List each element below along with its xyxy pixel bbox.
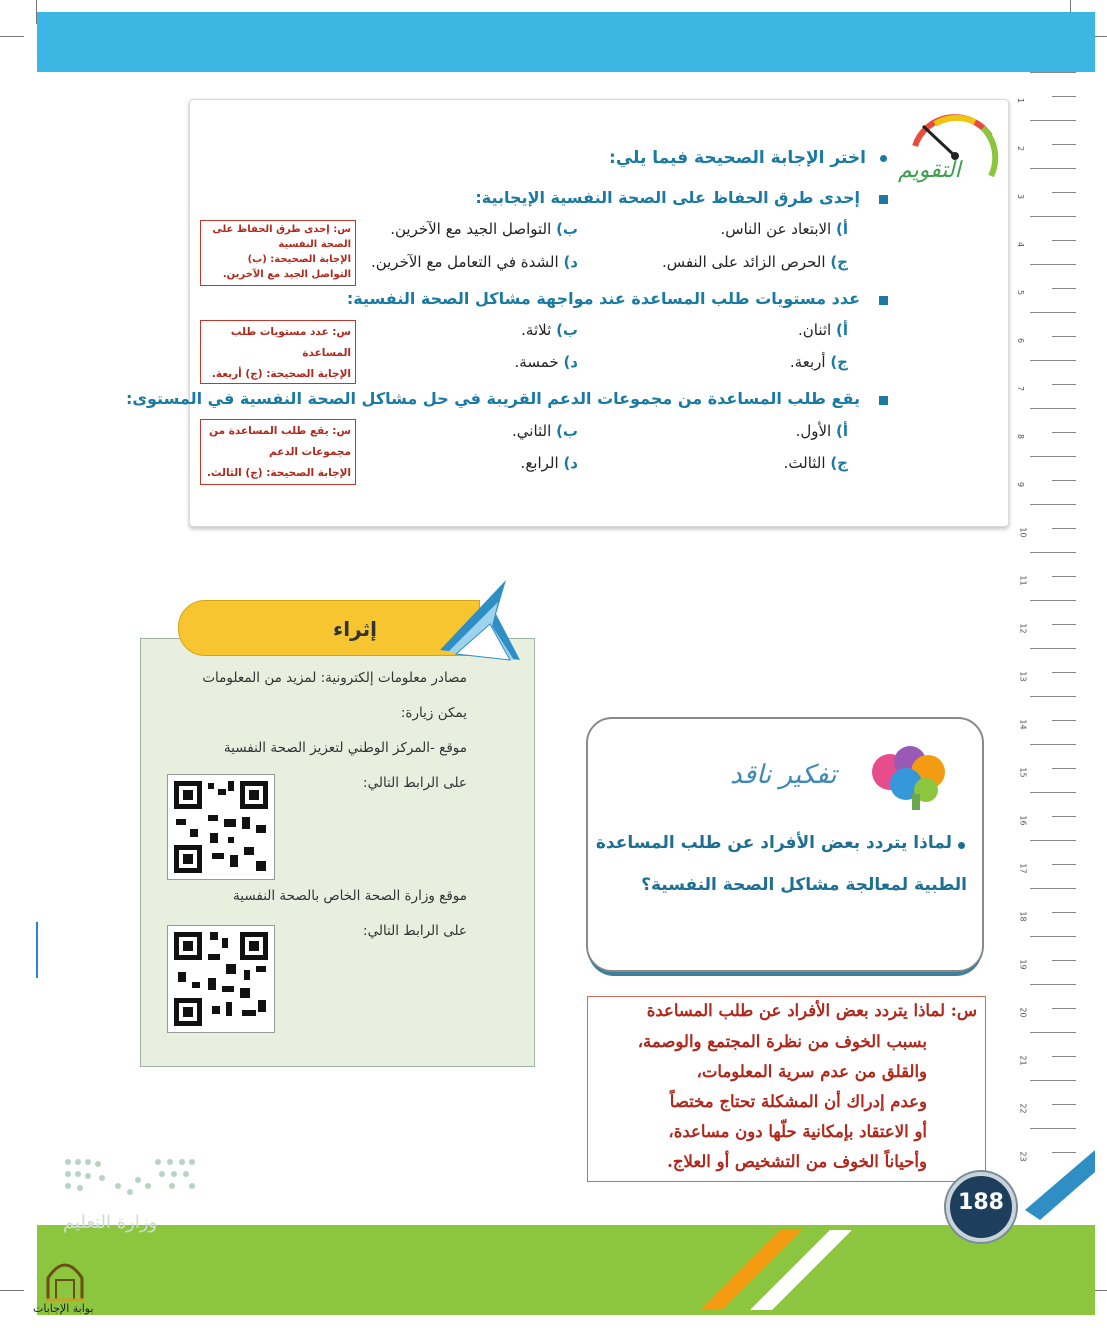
assessment-card [125, 99, 1009, 527]
bullet-icon [958, 842, 965, 849]
ruler-tick [1030, 936, 1076, 937]
ruler-number: 7 [1016, 385, 1026, 392]
q3-option-d[interactable]: د) الرابع. [520, 454, 578, 472]
ruler-tick [1030, 504, 1076, 505]
ruler-number: 12 [1018, 623, 1028, 634]
square-bullet-icon [879, 195, 888, 204]
ruler-tick [1052, 336, 1076, 337]
ruler-number: 6 [1016, 337, 1026, 344]
q2-option-c[interactable]: ج) أربعة. [789, 353, 848, 371]
square-bullet-icon [879, 296, 888, 305]
question-2-stem: عدد مستويات طلب المساعدة عند مواجهة مشاكل الصحة النفسية: [346, 289, 860, 308]
ruler-tick [1052, 240, 1076, 241]
ministry-text: وزارة التعليم [63, 1212, 158, 1233]
ruler-number: 19 [1018, 959, 1028, 970]
top-color-band [37, 12, 1095, 72]
ruler-tick [1030, 840, 1076, 841]
ruler-tick [1030, 792, 1076, 793]
ruler-number: 14 [1018, 719, 1028, 730]
answer-line: وأحياناً الخوف من التشخيص أو العلاج. [667, 1152, 927, 1171]
q3-option-a[interactable]: أ) الأول. [795, 422, 848, 440]
ruler-tick [1030, 312, 1076, 313]
ruler-number: 13 [1018, 671, 1028, 682]
brain-icon [868, 742, 950, 812]
answer-box-2: س: عدد مستويات طلب المساعدة الإجابة الصحيحة: (ج) أربعة. [200, 320, 356, 384]
ruler-tick [1052, 624, 1076, 625]
ruler-tick [1052, 480, 1076, 481]
ruler-number: 3 [1016, 193, 1026, 200]
q2-option-a[interactable]: أ) اثنان. [797, 321, 848, 339]
ruler-number: 4 [1016, 241, 1026, 248]
ruler-tick [1030, 984, 1076, 985]
ruler-tick [1052, 1008, 1076, 1009]
question-3-stem: يقع طلب المساعدة من مجموعات الدعم القريبة في حل مشاكل الصحة النفسية في المستوى: [125, 389, 860, 408]
q1-option-c[interactable]: ج) الحرص الزائد على النفس. [662, 253, 848, 271]
ruler-tick [1030, 1080, 1076, 1081]
enrichment-line: مصادر معلومات إلكترونية: لمزيد من المعلومات [202, 670, 467, 686]
critical-thinking-title: تفكير ناقد [730, 760, 837, 790]
q2-option-d[interactable]: د) خمسة. [514, 353, 578, 371]
ruler-number: 1 [1016, 97, 1026, 104]
ruler-tick [1052, 768, 1076, 769]
ruler-tick [1052, 816, 1076, 817]
left-margin-mark [36, 922, 38, 978]
q2-option-b[interactable]: ب) ثلاثة. [521, 321, 578, 339]
ruler-tick [1030, 1128, 1076, 1129]
portal-logo-icon [44, 1256, 86, 1302]
portal-text: بوابة الإجابات [33, 1302, 94, 1315]
enrichment-line: على الرابط التالي: [363, 775, 467, 791]
ruler-tick [1052, 1056, 1076, 1057]
ruler-tick [1030, 552, 1076, 553]
ruler-number: 11 [1018, 575, 1028, 586]
q1-option-a[interactable]: أ) الابتعاد عن الناس. [720, 220, 848, 238]
square-bullet-icon [879, 396, 888, 405]
ruler-number: 8 [1016, 433, 1026, 440]
ruler-number: 15 [1018, 767, 1028, 778]
ruler-tick [1052, 864, 1076, 865]
enrichment-line: يمكن زيارة: [400, 705, 467, 721]
enrichment-line: على الرابط التالي: [363, 923, 467, 939]
qr-code-icon[interactable] [167, 774, 275, 880]
ruler-tick [1030, 648, 1076, 649]
ministry-logo-icon [62, 1156, 198, 1200]
ruler-tick [1030, 120, 1076, 121]
ruler-tick [1030, 264, 1076, 265]
ruler-tick [1030, 696, 1076, 697]
qr-code-icon[interactable] [167, 925, 275, 1033]
ruler-number: 2 [1016, 145, 1026, 152]
ruler-number: 20 [1018, 1007, 1028, 1018]
answer-line: بسبب الخوف من نظرة المجتمع والوصمة، [637, 1032, 927, 1051]
q1-option-b[interactable]: ب) التواصل الجيد مع الآخرين. [390, 220, 578, 238]
ruler-tick [1030, 1032, 1076, 1033]
question-1-stem: إحدى طرق الحفاظ على الصحة النفسية الإيجابية: [475, 188, 860, 207]
ruler-number: 16 [1018, 815, 1028, 826]
ruler-tick [1052, 192, 1076, 193]
ruler-tick [1030, 744, 1076, 745]
q1-option-d[interactable]: د) الشدة في التعامل مع الآخرين. [370, 253, 578, 271]
ruler-tick [1052, 672, 1076, 673]
answer-line: وعدم إدراك أن المشكلة تحتاج مختصاً [669, 1092, 927, 1111]
ruler-number: 23 [1018, 1151, 1028, 1162]
ruler-tick [1052, 288, 1076, 289]
answer-box-1: س: إحدى طرق الحفاظ على الصحة النفسية الإجابة الصحيحة: (ب) التواصل الجيد مع الآخرين. [200, 220, 356, 286]
bullet-icon [880, 155, 887, 162]
answer-line: أو الاعتقاد بإمكانية حلّها دون مساعدة، [668, 1122, 927, 1141]
ruler-tick [1052, 96, 1076, 97]
ruler-number: 22 [1018, 1103, 1028, 1114]
ruler-tick [1052, 960, 1076, 961]
ruler-tick [1052, 1104, 1076, 1105]
ruler-number: 5 [1016, 289, 1026, 296]
ruler-tick [1030, 456, 1076, 457]
q3-option-b[interactable]: ب) الثاني. [512, 422, 578, 440]
assessment-badge: التقويم [898, 158, 961, 183]
enrichment-title: إثراء [333, 617, 377, 641]
ruler-tick [1052, 720, 1076, 721]
ruler-tick [1030, 600, 1076, 601]
answer-line: والقلق من عدم سرية المعلومات، [696, 1062, 927, 1081]
q3-option-c[interactable]: ج) الثالث. [783, 454, 848, 472]
critical-thinking-question-line: الطبية لمعالجة مشاكل الصحة النفسية؟ [641, 875, 967, 895]
answer-box-3: س: يقع طلب المساعدة من مجموعات الدعم الإجابة الصحيحة: (ج) الثالث. [200, 419, 356, 485]
decorative-stripes [640, 1150, 1100, 1320]
side-ruler [1016, 72, 1076, 1172]
ruler-tick [1030, 360, 1076, 361]
ruler-number: 18 [1018, 911, 1028, 922]
ruler-number: 17 [1018, 863, 1028, 874]
ruler-tick [1030, 216, 1076, 217]
ruler-number: 10 [1018, 527, 1028, 538]
crop-mark [0, 36, 24, 37]
answer-line: س: لماذا يتردد بعض الأفراد عن طلب المساعدة [646, 1001, 977, 1020]
critical-thinking-question-line: لماذا يتردد بعض الأفراد عن طلب المساعدة [595, 833, 952, 853]
crop-mark [0, 1290, 24, 1291]
enrichment-line: موقع -المركز الوطني لتعزيز الصحة النفسية [223, 740, 467, 756]
ruler-tick [1030, 72, 1076, 73]
ruler-tick [1052, 384, 1076, 385]
enrichment-line: موقع وزارة الصحة الخاص بالصحة النفسية [233, 888, 467, 904]
page-number: 188 [958, 1190, 1004, 1215]
ruler-tick [1052, 432, 1076, 433]
instruction-text: اختر الإجابة الصحيحة فيما يلي: [609, 148, 866, 168]
ruler-tick [1030, 168, 1076, 169]
book-icon [436, 574, 522, 664]
ruler-tick [1030, 888, 1076, 889]
critical-thinking-footer [588, 940, 982, 976]
ruler-tick [1030, 408, 1076, 409]
ruler-tick [1052, 528, 1076, 529]
ruler-number: 21 [1018, 1055, 1028, 1066]
ruler-tick [1052, 144, 1076, 145]
ruler-tick [1052, 912, 1076, 913]
ruler-tick [1052, 576, 1076, 577]
ruler-number: 9 [1016, 481, 1026, 488]
